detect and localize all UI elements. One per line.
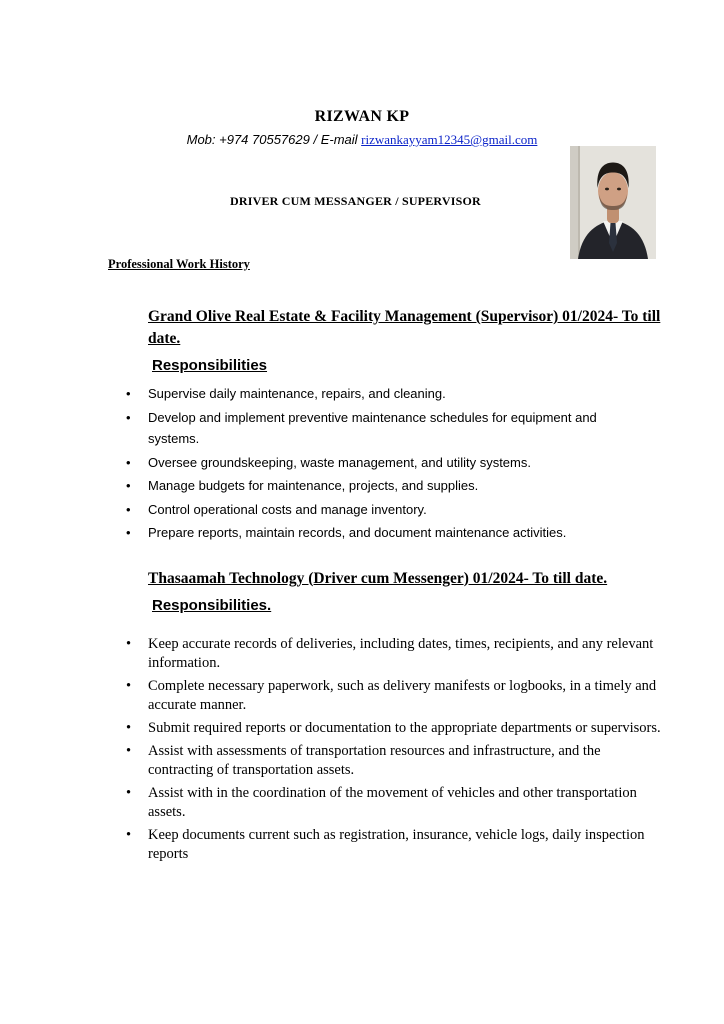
responsibilities-label-1: Responsibilities <box>152 357 268 374</box>
job-heading-grand-olive: Grand Olive Real Estate & Facility Management (Supervisor) 01/2024- To till date. <box>148 308 661 347</box>
contact-text: Mob: +974 70557629 / E-mail <box>186 132 362 147</box>
bullet-item: • Assist with assessments of transportation resources and infrastructure, and the contracting of transportation assets. <box>148 742 668 780</box>
responsibilities-list-thasaamah <box>148 635 724 864</box>
bullet-item: • Control operational costs and manage inventory. <box>148 499 648 521</box>
email-link[interactable]: rizwankayyam12345@gmail.com <box>361 132 538 147</box>
bullet-item: • Assist with in the coordination of the movement of vehicles and other transportation assets. <box>148 784 668 822</box>
candidate-name: RIZWAN KP <box>314 108 410 125</box>
profile-photo <box>570 146 656 259</box>
bullet-item: • Complete necessary paperwork, such as delivery manifests or logbooks, in a timely and accurate manner. <box>148 677 668 715</box>
job-title: DRIVER CUM MESSANGER / SUPERVISOR <box>230 194 481 208</box>
bullet-item: • Manage budgets for maintenance, projects, and supplies. <box>148 475 648 497</box>
bullet-item: • Supervise daily maintenance, repairs, and cleaning. <box>148 383 648 405</box>
bullet-item: • Keep documents current such as registration, insurance, vehicle logs, daily inspection reports <box>148 826 668 864</box>
bullet-item: • Prepare reports, maintain records, and document maintenance activities. <box>148 522 648 544</box>
bullet-item: • Keep accurate records of deliveries, including dates, times, recipients, and any relevant information. <box>148 635 668 673</box>
bullet-item: • Develop and implement preventive maintenance schedules for equipment and systems. <box>148 407 648 450</box>
responsibilities-label-2: Responsibilities. <box>152 596 272 614</box>
bullet-item: • Oversee groundskeeping, waste management, and utility systems. <box>148 452 648 474</box>
responsibilities-list-grand-olive <box>148 383 724 544</box>
job-heading-thasaamah: Thasaamah Technology (Driver cum Messenger) 01/2024- To till date. <box>148 569 608 587</box>
bullet-item: • Submit required reports or documentation to the appropriate departments or supervisors. <box>148 719 668 738</box>
section-heading-work-history: Professional Work History <box>108 257 250 271</box>
